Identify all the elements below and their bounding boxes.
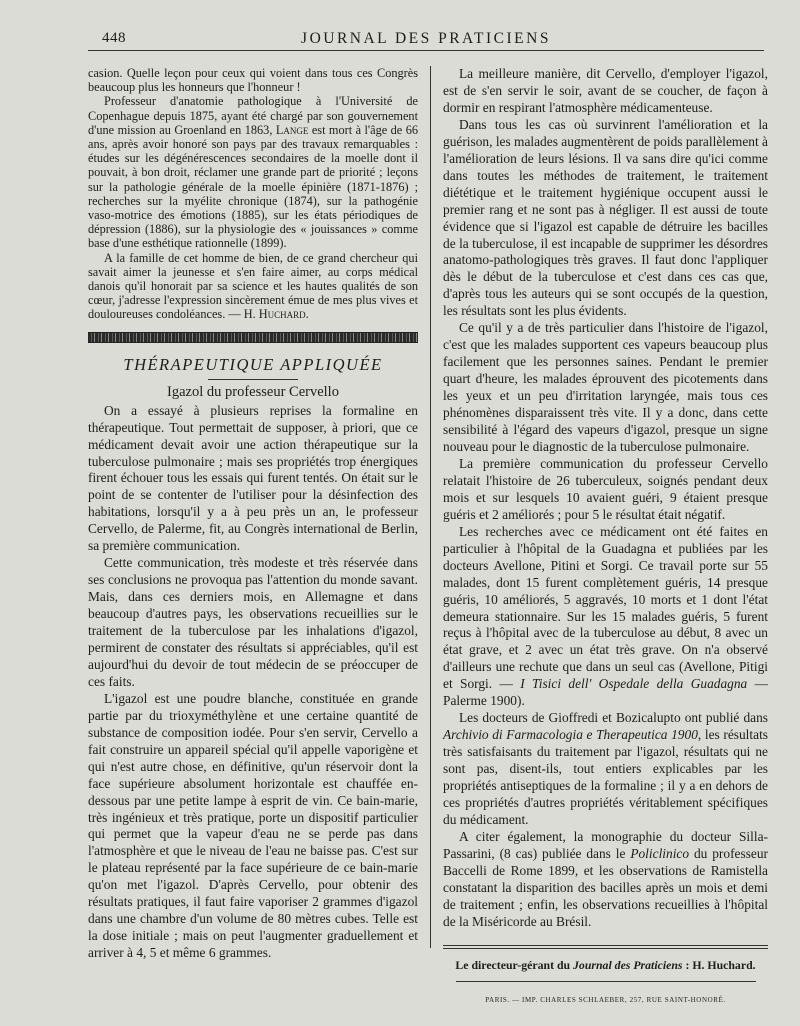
section-title-rule xyxy=(208,379,298,380)
citation-title: Policlinico xyxy=(630,845,690,861)
printer-imprint: PARIS. — IMP. CHARLES SCHLAEBER, 257, RUE SAINT-HONORÉ. xyxy=(485,995,726,1004)
column-divider xyxy=(430,66,431,948)
article-paragraph: L'igazol est une poudre blanche, constituée en grande partie par du trioxyméthylène et une certaine quantité de substance de composition iodée. Pour s'en servir, Cervello a fait construire un appareil spécial qu'il appelle vaporigène et qui n'est autre chose, en définitive, qu'un réservoir dont la face supérieure absolument horizontale est chauffée en-dessous par une petite lampe à esprit de vin. Ce bain-marie, très ingénieux et très pratique, porte un dispositif particulier qui permet que la vapeur d'eau ne se perde pas dans l'atmosphère et que le niveau de l'eau ne baisse pas. C'est sur le plateau représenté par la face supérieure de ce bain-marie qu'on met l'igazol. D'après Cervello, pour obtenir des résultats pratiques, il faut faire vaporiser 2 grammes d'igazol dans une chambre d'un volume de 80 mètres cubes. Telle est la dose initiale ; mais on peut l'augmenter graduellement et arriver à 4, 5 et même 6 grammes. xyxy=(88,690,418,961)
article-title: Igazol du professeur Cervello xyxy=(167,383,339,400)
header-rule xyxy=(88,50,764,51)
obituary-block xyxy=(88,66,418,322)
obituary-paragraph: A la famille de cet homme de bien, de ce grand chercheur qui savait aimer la jeunesse et s'en faire aimer, au corps médical danois qu'il honorait par sa science et les hautes qualités de son cœur, j'adresse l'expression sincèrement émue de mes plus vives et douloureuses condoléances. — H. Huchard. xyxy=(88,250,418,322)
article-paragraph: Dans tous les cas où survinrent l'amélioration et la guérison, les malades augmentèrent de poids parallèlement à l'amélioration de leurs lésions. Il va sans dire qu'ici comme dans toutes les méthodes de traitement, le traitement diététique et le traitement hygiénique occupent aussi le premier rang et ne sont pas à négliger. Il est aussi de toute évidence que si l'igazol est capable de détruire les bacilles de la tuberculose, il est incapable de supprimer les désordres anatomo-pathologiques très graves. Il faut donc l'appliquer dès le début de la tuberculose et c'est dans ces cas que, d'après tous les auteurs qui se sont occupés de la question, les résultats sont les plus évidents. xyxy=(443,116,768,319)
page-number: 448 xyxy=(102,30,126,46)
credit-top-rule-thin xyxy=(443,948,768,949)
article-paragraph: Cette communication, très modeste et très réservée dans ses conclusions ne provoqua pas l'attention du monde savant. Mais, dans ces derniers mois, en Allemagne et dans beaucoup d'autres pays, les observations recueillies sur le traitement de la tuberculose par les inhalations d'igazol, permirent de constater des résultats si appréciables, qu'il est aujourd'hui du devoir de tout médecin de se préoccuper de ces faits. xyxy=(88,555,418,689)
signature-name: Huchard xyxy=(258,307,306,322)
article-paragraph: Les docteurs de Gioffredi et Bozicalupto ont publié dans Archivio di Farmacologia e Therapeutica 1900, les résultats très satisfaisants du traitement par l'igazol, résultats qui ne sont pas, disent-ils, tout entiers explicables par les propriétés antiseptiques de la formaline ; il y a en dehors de ces propriétés d'autres propriétés véritablement spécifiques du médicament. xyxy=(443,710,769,827)
page-header xyxy=(86,26,766,48)
article-paragraph: A citer également, la monographie du docteur Silla-Passarini, (8 cas) publiée dans le Policlinico du professeur Baccelli de Rome 1899, et les observations de Ramistella constatant la disparition des bacilles après un mois et demi de traitement ; enfin, les observations recueillies à l'hôpital de la Miséricorde au Brésil. xyxy=(443,828,768,929)
article-paragraph: La première communication du professeur Cervello relatait l'histoire de 26 tuberculeux, soignés pendant deux mois et sur lesquels 10 avaient guéri, 9 étaient presque guéris et 2 améliorés ; pour 5 le résultat était négatif. xyxy=(443,455,768,522)
credit-top-rule xyxy=(443,945,768,946)
article-paragraph: On a essayé à plusieurs reprises la formaline en thérapeutique. Tout permettait de supposer, à priori, que ce médicament devait avoir une action thérapeutique sur la tuberculose pulmonaire ; mais ses propriétés trop énergiques firent échouer tous les essais qui furent tentés. On était sur le point de se contenter de l'utiliser pour la désinfection des habitations, lorsqu'il y a à peu près un an, le professeur Cervello, de Palerme, fit, au Congrès international de Berlin, sa première communication. xyxy=(88,402,418,554)
right-column xyxy=(443,66,768,1004)
editor-credit: Le directeur-gérant du Journal des Praticiens : H. Huchard. xyxy=(455,957,756,972)
credit-bottom-rule xyxy=(456,981,756,982)
citation-title: Archivio di Farmacologia e Therapeutica 1900 xyxy=(443,727,698,743)
person-name: Lange xyxy=(275,122,309,137)
obituary-paragraph: Professeur d'anatomie pathologique à l'Université de Copenhague depuis 1875, ayant été chargé par son gouvernement d'une mission au Groenland en 1863, Lange est mort à l'âge de 66 ans, après avoir honoré son pays par des travaux remarquables : études sur les dégénérescences secondaires de la moelle dont il pouvait, à bon droit, réclamer une grande part de priorité ; leçons sur la pathologie générale de la moelle épinière (1871-1876) ; recherches sur la myélite chronique (1874), sur la pathogénie vaso-motrice des émotions (1885), sur les états périodiques de dépression (1886), sur la physiologie des « jouissances » comme base d'une esthétique rationnelle (1899). xyxy=(88,94,418,251)
article-body-continued xyxy=(443,66,768,931)
article-paragraph: Ce qu'il y a de très particulier dans l'histoire de l'igazol, c'est que les malades supportent ces vapeurs beaucoup plus facilement que les personnes saines. Pendant le premier quart d'heure, les malades éprouvent des picotements dans les yeux et un peu d'irritation laryngée, mais tous ces phénomènes disparaissent très vite. Il y a donc, dans cette sensibilité à l'égard des vapeurs d'igazol, presque un signe nouveau pour le diagnostic de la tuberculose pulmonaire. xyxy=(443,320,768,454)
section-title: THÉRAPEUTIQUE APPLIQUÉE xyxy=(123,354,383,374)
article-paragraph: La meilleure manière, dit Cervello, d'employer l'igazol, est de s'en servir le soir, avant de se coucher, de façon à dormir en respirant l'atmosphère médicamenteuse. xyxy=(443,66,768,115)
article-paragraph: Les recherches avec ce médicament ont été faites en particulier à l'hôpital de la Guadagna et publiées par les docteurs Avellone, Pitini et Sorgi. Ce travail porte sur 55 malades, dont 15 furent complètement guéris, 14 presque guéris, 10 améliorés, 5 aggravés, 10 morts et 1 dont l'état demeura stationnaire. Sur les 15 malades guéris, 5 furent reçus à l'hôpital avec de la tuberculose au début, 8 avec un état grave, et 2 avec un état très grave. On n'a observé d'ailleurs une rechute que dans un seul cas (Avellone, Pitigi et Sorgi. — I Tisici dell' Ospedale della Guadagna — Palerme 1900). xyxy=(443,523,768,709)
article-body xyxy=(88,403,418,962)
ornamental-band xyxy=(88,332,418,343)
obituary-paragraph: casion. Quelle leçon pour ceux qui voient dans tous ces Congrès beaucoup plus les honneurs que l'honneur ! xyxy=(88,66,418,95)
left-column xyxy=(88,66,418,962)
citation-title: I Tisici dell' Ospedale della Guadagna xyxy=(520,676,748,692)
journal-title: JOURNAL DES PRATICIENS xyxy=(301,30,551,47)
